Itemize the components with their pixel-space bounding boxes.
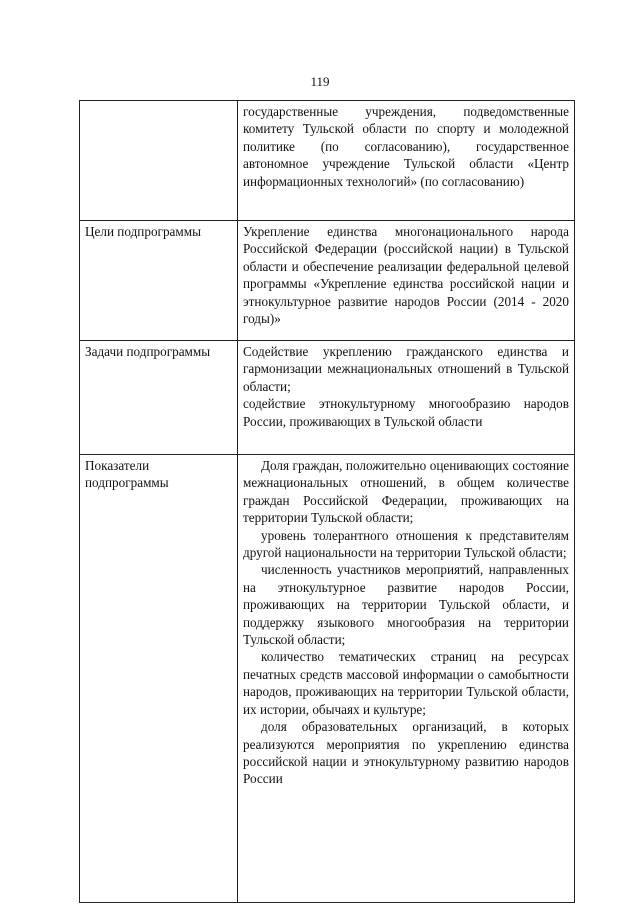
task-item: содействие этнокультурному многообразию народов России, проживающих в Тульской области	[243, 396, 569, 429]
indicators-content	[238, 455, 575, 903]
table-row	[80, 341, 575, 455]
goals-content: Укрепление единства многонационального народа Российской Федерации (российской нации) в Тульской области и обеспечение реализации федеральной целевой программы «Укрепление единства российской нации и этнокультурное развитие народов России (2014 - 2020 годы)»	[238, 221, 575, 341]
indicator-item: Доля граждан, положительно оценивающих состояние межнациональных отношений, в общем количестве граждан Российской Федерации, проживающих на территории Тульской области;	[243, 458, 569, 526]
indicator-item: количество тематических страниц на ресурсах печатных средств массовой информации о самобытности народов, проживающих на территории Тульской области, их истории, обычаях и культуре;	[243, 649, 569, 717]
goals-label: Цели подпрограммы	[80, 221, 238, 341]
indicator-item: уровень толерантного отношения к представителям другой национальности на территории Тульской области;	[243, 527, 569, 561]
task-item: Содействие укреплению гражданского единства и гармонизации межнациональных отношений в Тульской области;	[243, 344, 569, 394]
page-number: 119	[310, 74, 330, 89]
subprogram-passport-table	[79, 100, 575, 903]
indicator-item: численность участников мероприятий, направленных на этнокультурное развитие народов России, проживающих на территории Тульской области, и поддержку языкового многообразия на территории Тульской области;	[243, 562, 569, 648]
tasks-content	[238, 341, 575, 455]
indicator-item: доля образовательных организаций, в которых реализуются мероприятия по укреплению единства российской нации и этнокультурному развитию народов России	[243, 719, 569, 787]
table-row	[80, 101, 575, 221]
empty-label-cell	[80, 101, 238, 221]
indicators-label: Показатели подпрограммы	[80, 455, 238, 903]
table-row	[80, 455, 575, 903]
table-row	[80, 221, 575, 341]
executors-continuation-cell: государственные учреждения, подведомственные комитету Тульской области по спорту и молодежной политике (по согласованию), государственное автономное учреждение Тульской области «Центр информационных технологий» (по согласованию)	[238, 101, 575, 221]
tasks-label: Задачи подпрограммы	[80, 341, 238, 455]
